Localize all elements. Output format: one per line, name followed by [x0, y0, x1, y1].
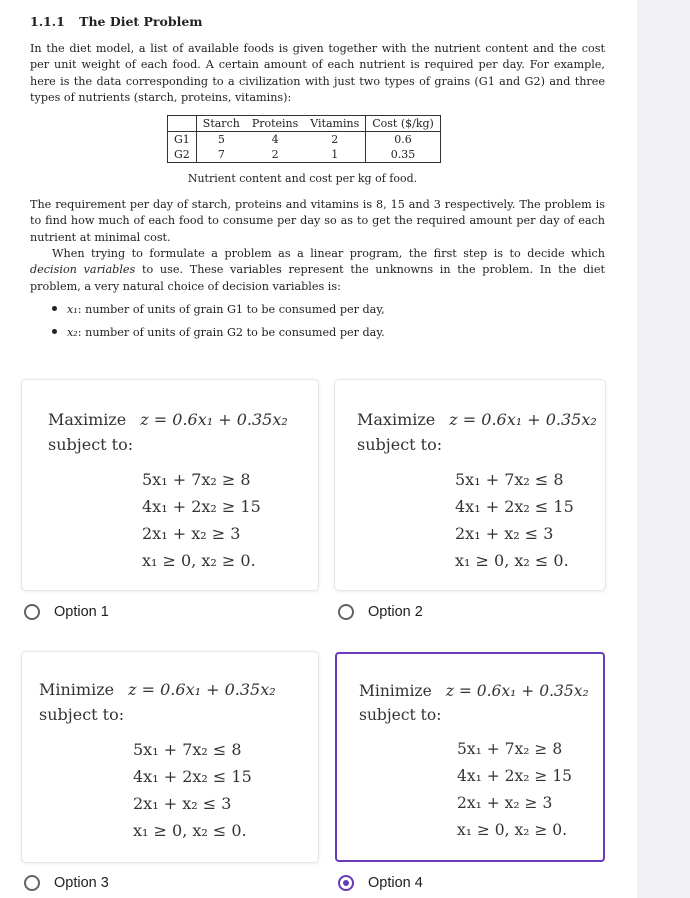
- lp-formulation: [357, 410, 597, 574]
- radio-button-selected-icon[interactable]: [338, 875, 354, 891]
- formulation-text: to use. These variables represent the unknowns in the problem. In the diet problem, a very natural choice of decision variables is:: [30, 263, 605, 293]
- table-header-cell: [168, 116, 197, 132]
- objective-sense: Maximize: [357, 410, 436, 429]
- table-row: [168, 147, 441, 163]
- constraint: 4x₁ + 2x₂ ≥ 15: [457, 767, 573, 785]
- objective-function: z = 0.6x₁ + 0.35x₂: [445, 682, 589, 700]
- formulation-text: When trying to formulate a problem as a linear program, the first step is to decide which: [52, 247, 605, 261]
- constraints: [457, 736, 589, 844]
- objective-sense: Maximize: [48, 410, 127, 429]
- table-cell: 0.35: [366, 147, 441, 163]
- section-title: The Diet Problem: [79, 14, 203, 29]
- option-label[interactable]: Option 4: [368, 875, 423, 891]
- constraint: 4x₁ + 2x₂ ≤ 15: [455, 497, 574, 516]
- requirement-paragraph: The requirement per day of starch, proteins and vitamins is 8, 15 and 3 respectively. The problem is to find how much of each food to consume per day so as to get the required amount per day of each nutrient at minimal cost.: [30, 198, 605, 244]
- option-1-card[interactable]: [22, 380, 318, 590]
- table-caption: Nutrient content and cost per kg of food.: [187, 172, 418, 186]
- formulation-paragraph: [30, 246, 605, 295]
- decision-variables-emphasis: decision variables: [30, 263, 136, 277]
- question-document: [30, 12, 605, 349]
- constraint: x₁ ≥ 0, x₂ ≥ 0.: [457, 821, 568, 839]
- constraint: 5x₁ + 7x₂ ≤ 8: [133, 740, 242, 759]
- right-side-panel: [637, 0, 690, 898]
- table-cell: 2: [246, 147, 304, 163]
- objective-sense: Minimize: [359, 682, 432, 700]
- subject-to-label: subject to:: [48, 435, 134, 454]
- objective-function: z = 0.6x₁ + 0.35x₂: [140, 410, 288, 429]
- table-row: [168, 132, 441, 148]
- variables-list: [52, 303, 605, 339]
- table-header-row: [168, 116, 441, 132]
- option-label[interactable]: Option 3: [54, 875, 109, 891]
- variable-symbol: x₁: [67, 302, 78, 316]
- constraint: 5x₁ + 7x₂ ≥ 8: [142, 470, 251, 489]
- constraint: 4x₁ + 2x₂ ≤ 15: [133, 767, 252, 786]
- radio-button-icon[interactable]: [24, 875, 40, 891]
- option-2-radio[interactable]: [338, 604, 423, 620]
- table-cell: 0.6: [366, 132, 441, 148]
- variable-description: : number of units of grain G1 to be consumed per day,: [77, 302, 385, 316]
- constraints: [142, 466, 288, 574]
- subject-to-label: subject to:: [357, 435, 443, 454]
- objective-function: z = 0.6x₁ + 0.35x₂: [128, 680, 276, 699]
- intro-paragraph: In the diet model, a list of available foods is given together with the nutrient content and the cost per unit weight of each food. A certain amount of each nutrient is required per day. For example, here is the data corresponding to a civilization with just two types of grains (G1 and G2) and three types of nutrients (starch, proteins, vitamins):: [30, 42, 605, 104]
- option-label[interactable]: Option 2: [368, 604, 423, 620]
- radio-button-icon[interactable]: [24, 604, 40, 620]
- constraint: 5x₁ + 7x₂ ≤ 8: [455, 470, 564, 489]
- constraint: 4x₁ + 2x₂ ≥ 15: [142, 497, 261, 516]
- objective-function: z = 0.6x₁ + 0.35x₂: [449, 410, 597, 429]
- section-number: 1.1.1: [30, 14, 65, 29]
- option-2-card[interactable]: [335, 380, 605, 590]
- bullet-icon: [52, 306, 57, 311]
- table-cell: 7: [196, 147, 246, 163]
- table-header-cell: Proteins: [246, 116, 304, 132]
- subject-to-label: subject to:: [359, 706, 442, 724]
- table-header-cell: Starch: [196, 116, 246, 132]
- option-3-radio[interactable]: [24, 875, 109, 891]
- constraints: [455, 466, 597, 574]
- lp-formulation: [359, 682, 589, 844]
- table-header-cell: Vitamins: [304, 116, 365, 132]
- subject-to-label: subject to:: [39, 705, 125, 724]
- objective-line: [48, 410, 288, 429]
- radio-button-icon[interactable]: [338, 604, 354, 620]
- table-header-cell: Cost ($/kg): [366, 116, 441, 132]
- variable-description: : number of units of grain G2 to be consumed per day.: [77, 325, 385, 339]
- table-cell: 1: [304, 147, 365, 163]
- option-1-radio[interactable]: [24, 604, 109, 620]
- table-cell: G1: [168, 132, 197, 148]
- constraint: x₁ ≥ 0, x₂ ≥ 0.: [142, 551, 256, 570]
- objective-line: [357, 410, 597, 429]
- constraint: 2x₁ + x₂ ≥ 3: [457, 794, 553, 812]
- lp-formulation: [48, 410, 288, 574]
- constraint: 2x₁ + x₂ ≥ 3: [142, 524, 241, 543]
- option-4-radio[interactable]: [338, 875, 423, 891]
- list-item: [52, 326, 605, 339]
- constraint: x₁ ≥ 0, x₂ ≤ 0.: [455, 551, 569, 570]
- table-cell: 4: [271, 133, 279, 147]
- table-cell: 5: [217, 133, 225, 147]
- variable-symbol: x₂: [67, 325, 78, 339]
- option-4-card[interactable]: [335, 652, 605, 862]
- list-item: [52, 303, 605, 316]
- constraint: 2x₁ + x₂ ≤ 3: [133, 794, 232, 813]
- section-heading: [30, 14, 605, 29]
- constraint: x₁ ≥ 0, x₂ ≤ 0.: [133, 821, 247, 840]
- objective-line: [39, 680, 276, 699]
- objective-sense: Minimize: [39, 680, 115, 699]
- table-cell: 2: [331, 133, 339, 147]
- nutrient-table: [167, 115, 441, 163]
- constraint: 2x₁ + x₂ ≤ 3: [455, 524, 554, 543]
- objective-line: [359, 682, 589, 700]
- lp-formulation: [39, 680, 276, 844]
- table-cell: G2: [168, 147, 197, 163]
- option-label[interactable]: Option 1: [54, 604, 109, 620]
- bullet-icon: [52, 329, 57, 334]
- constraint: 5x₁ + 7x₂ ≥ 8: [457, 740, 563, 758]
- constraints: [133, 736, 276, 844]
- option-3-card[interactable]: [22, 652, 318, 862]
